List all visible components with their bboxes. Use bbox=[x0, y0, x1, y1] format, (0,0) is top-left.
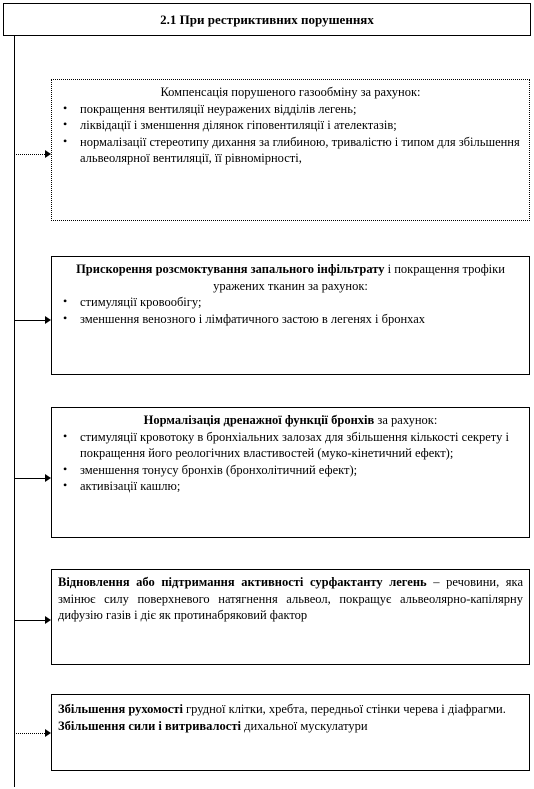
list-item: • покращення вентиляції неуражених відділів легень; bbox=[58, 101, 523, 118]
gas-exchange-title: Компенсація порушеного газообміну за рахунок: bbox=[160, 85, 421, 99]
connector-spine bbox=[14, 36, 15, 787]
title-emphasis: Нормалізація дренажної функції бронхів bbox=[143, 413, 375, 427]
list-item: • стимуляції кровотоку в бронхіальних залозах для збільшення кількості секрету і покращення його реологічних властивостей (муко-кінетичний ефект); bbox=[58, 429, 523, 462]
list-item: • активізації кашлю; bbox=[58, 478, 523, 495]
surfactant-emphasis: Відновлення або підтримання активності сурфактанту легень bbox=[58, 575, 427, 589]
chest-mobility-box bbox=[51, 694, 530, 771]
gas-exchange-box bbox=[51, 79, 530, 221]
surfactant-text: – речовини, яка змінює силу поверхневого натягнення альвеол, покращує альвеолярно-капілярну дифузію газів і діє як протинабряковий фактор bbox=[58, 575, 523, 622]
infiltrate-resorption-title bbox=[58, 261, 523, 294]
list-item: • зменшення венозного і лімфатичного застою в легенях і бронхах bbox=[58, 311, 523, 328]
title-rest: за рахунок: bbox=[374, 413, 438, 427]
mobility-text: грудної клітки, хребта, передньої стінки черева і діафрагми. bbox=[182, 702, 506, 716]
infiltrate-resorption-list bbox=[58, 294, 523, 327]
bronchial-drainage-box bbox=[51, 407, 530, 538]
list-item: • стимуляції кровообігу; bbox=[58, 294, 523, 311]
section-title: 2.1 При рестриктивних порушеннях bbox=[160, 11, 374, 27]
gas-exchange-list bbox=[58, 101, 523, 167]
strength-emphasis: Збільшення сили і витривалості bbox=[58, 718, 241, 733]
bronchial-drainage-title bbox=[58, 412, 523, 429]
list-item: • нормалізації стереотипу дихання за глибиною, тривалістю і типом для збільшення альвеолярної вентиляції, її рівномірності, bbox=[58, 134, 523, 167]
infiltrate-resorption-box bbox=[51, 256, 530, 375]
strength-text: дихальної мускулатури bbox=[240, 718, 368, 733]
bronchial-drainage-list bbox=[58, 429, 523, 495]
list-item: • ліквідації і зменшення ділянок гіповентиляції і ателектазів; bbox=[58, 117, 523, 134]
mobility-emphasis: Збільшення рухомості bbox=[58, 702, 183, 716]
section-header bbox=[3, 3, 531, 36]
title-emphasis: Прискорення розсмоктування запального інфільтрату bbox=[76, 262, 385, 276]
list-item: • зменшення тонусу бронхів (бронхолітичний ефект); bbox=[58, 462, 523, 479]
title-rest: і покращення трофіки уражених тканин за рахунок: bbox=[213, 262, 505, 293]
surfactant-box bbox=[51, 569, 530, 665]
